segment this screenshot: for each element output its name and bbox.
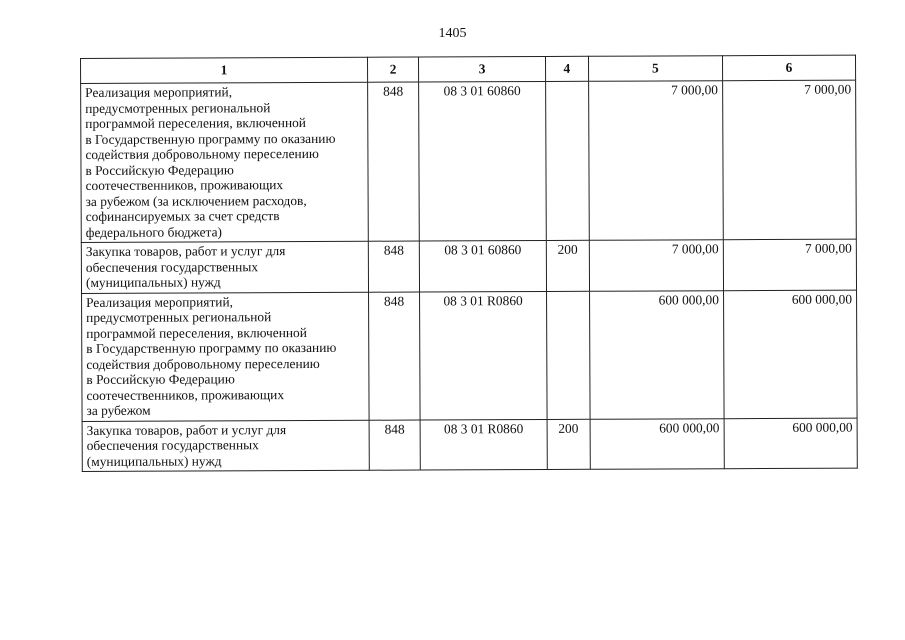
column-header-6: 6 xyxy=(722,55,855,81)
row-description: Закупка товаров, работ и услуг для обеспечения государственных (муниципальных) нужд xyxy=(81,241,368,293)
table-row xyxy=(81,239,856,293)
row-description: Закупка товаров, работ и услуг для обеспечения государственных (муниципальных) нужд xyxy=(82,420,369,472)
column-header-4: 4 xyxy=(545,56,588,81)
row-expense-type: 200 xyxy=(547,419,590,470)
row-target-code: 08 3 01 R0860 xyxy=(420,291,547,420)
row-description: Реализация мероприятий, предусмотренных региональной программой переселения, включенной в Государственную программу по оказанию содействия добровольному переселению в Российскую Федерацию соотечественников, проживающих за рубежом xyxy=(82,292,369,421)
column-header-5: 5 xyxy=(588,56,722,82)
row-target-code: 08 3 01 R0860 xyxy=(420,419,547,470)
table-row xyxy=(81,80,857,242)
page-number: 1405 xyxy=(438,26,467,41)
row-ministry-code: 848 xyxy=(369,420,421,471)
row-amount-col6: 600 000,00 xyxy=(724,418,857,469)
row-expense-type: 200 xyxy=(546,240,589,291)
row-expense-type xyxy=(546,291,590,419)
column-header-3: 3 xyxy=(419,56,546,82)
table-row xyxy=(82,290,858,421)
row-target-code: 08 3 01 60860 xyxy=(420,240,547,291)
row-ministry-code: 848 xyxy=(368,241,420,292)
row-amount-col6: 7 000,00 xyxy=(723,239,856,290)
row-ministry-code: 848 xyxy=(367,82,419,241)
row-amount-col5: 7 000,00 xyxy=(588,81,723,241)
row-amount-col5: 600 000,00 xyxy=(590,418,724,469)
header-row xyxy=(81,55,856,83)
row-amount-col6: 600 000,00 xyxy=(723,290,857,419)
row-expense-type xyxy=(545,81,589,240)
row-ministry-code: 848 xyxy=(368,292,420,420)
column-header-2: 2 xyxy=(367,57,419,82)
row-description: Реализация мероприятий, предусмотренных региональной программой переселения, включенной в Государственную программу по оказанию содействия добровольному переселению в Российскую Федерацию соотечественников, проживающих за рубежом (за исключением расходов, софинансируемых за счет средств федерального бюджета) xyxy=(81,82,368,242)
row-target-code: 08 3 01 60860 xyxy=(419,81,546,241)
row-amount-col5: 7 000,00 xyxy=(589,240,723,291)
table-row xyxy=(82,418,857,472)
row-amount-col5: 600 000,00 xyxy=(589,290,724,419)
row-amount-col6: 7 000,00 xyxy=(722,80,856,240)
column-header-1: 1 xyxy=(81,57,368,83)
budget-table xyxy=(80,55,858,472)
